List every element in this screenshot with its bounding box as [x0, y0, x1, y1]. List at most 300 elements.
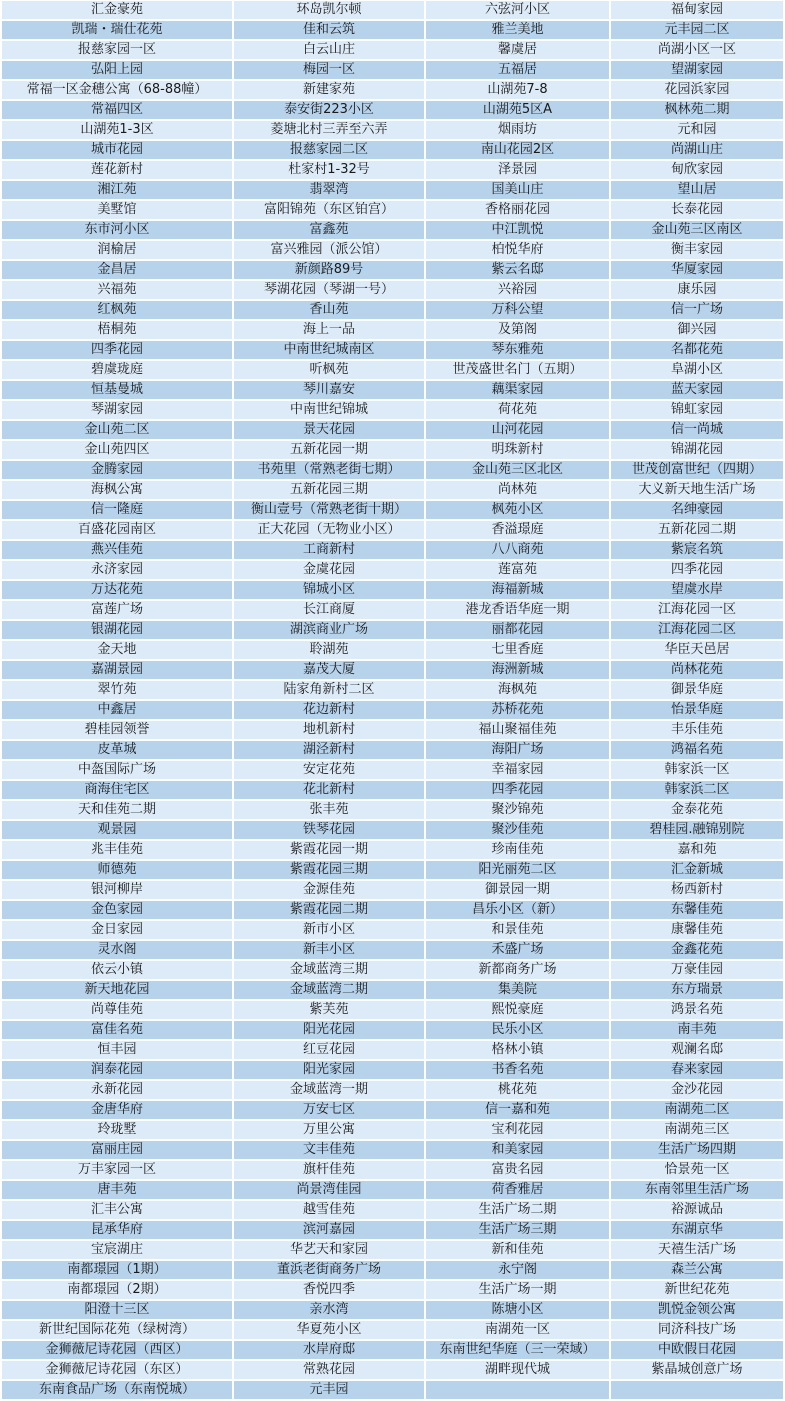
table-cell: 文丰佳苑 — [234, 1141, 424, 1159]
table-cell: 新天地花园 — [2, 981, 232, 999]
table-cell: 御景园一期 — [426, 881, 609, 899]
table-cell: 金腾家园 — [2, 461, 232, 479]
table-row — [2, 1241, 783, 1259]
table-cell: 南湖苑二区 — [611, 1101, 783, 1119]
table-cell: 万丰家园一区 — [2, 1161, 232, 1179]
table-row — [2, 381, 783, 399]
table-cell: 东南邻里生活广场 — [611, 1181, 783, 1199]
table-cell: 望虞水岸 — [611, 581, 783, 599]
table-cell: 同济科技广场 — [611, 1321, 783, 1339]
table-cell: 雅兰美地 — [426, 21, 609, 39]
table-cell: 富贵名园 — [426, 1161, 609, 1179]
table-cell: 万科公望 — [426, 301, 609, 319]
table-cell: 世茂盛世名门（五期） — [426, 361, 609, 379]
table-cell: 东馨佳苑 — [611, 901, 783, 919]
table-cell — [426, 1381, 609, 1399]
table-cell: 花边新村 — [234, 701, 424, 719]
table-row — [2, 201, 783, 219]
table-cell: 名绅豪园 — [611, 501, 783, 519]
table-cell: 名都花苑 — [611, 341, 783, 359]
table-cell: 森兰公寓 — [611, 1261, 783, 1279]
table-cell: 张丰苑 — [234, 801, 424, 819]
table-cell: 金山苑二区 — [2, 421, 232, 439]
table-cell: 香山苑 — [234, 301, 424, 319]
table-row — [2, 401, 783, 419]
table-cell: 昌乐小区（新） — [426, 901, 609, 919]
table-cell: 银河柳岸 — [2, 881, 232, 899]
table-cell: 望湖家园 — [611, 61, 783, 79]
table-cell: 灵水阁 — [2, 941, 232, 959]
table-cell: 紫霞花园二期 — [234, 901, 424, 919]
table-cell: 书香名苑 — [426, 1061, 609, 1079]
table-row — [2, 741, 783, 759]
table-cell: 江海花园一区 — [611, 601, 783, 619]
table-cell: 地机新村 — [234, 721, 424, 739]
table-row — [2, 761, 783, 779]
table-cell: 金沙花园 — [611, 1081, 783, 1099]
table-row — [2, 941, 783, 959]
table-cell: 富佳名苑 — [2, 1021, 232, 1039]
table-row — [2, 81, 783, 99]
table-cell: 华臣天邑居 — [611, 641, 783, 659]
table-cell: 红枫苑 — [2, 301, 232, 319]
table-cell: 康馨佳苑 — [611, 921, 783, 939]
table-cell: 琴湖花园（琴湖一号） — [234, 281, 424, 299]
table-row — [2, 601, 783, 619]
table-row — [2, 1081, 783, 1099]
table-cell: 东方瑞景 — [611, 981, 783, 999]
table-cell: 报慈家园二区 — [234, 141, 424, 159]
table-cell: 唐丰苑 — [2, 1181, 232, 1199]
table-cell: 新和佳苑 — [426, 1241, 609, 1259]
table-cell: 东市河小区 — [2, 221, 232, 239]
table-cell: 集美院 — [426, 981, 609, 999]
table-cell: 兆丰佳苑 — [2, 841, 232, 859]
table-cell: 金鑫花苑 — [611, 941, 783, 959]
table-cell: 湘江苑 — [2, 181, 232, 199]
table-cell: 富阳锦苑（东区铂宫） — [234, 201, 424, 219]
table-cell: 七里香庭 — [426, 641, 609, 659]
table-row — [2, 1341, 783, 1359]
table-cell: 天和佳苑二期 — [2, 801, 232, 819]
table-cell: 山湖苑5区A — [426, 101, 609, 119]
table-row — [2, 1281, 783, 1299]
table-cell: 听枫苑 — [234, 361, 424, 379]
table-cell: 东南世纪华庭（三一荣域） — [426, 1341, 609, 1359]
table-cell: 世茂创富世纪（四期） — [611, 461, 783, 479]
table-cell: 山河花园 — [426, 421, 609, 439]
table-cell: 福甸家园 — [611, 1, 783, 19]
table-cell: 恰景苑一区 — [611, 1161, 783, 1179]
table-cell: 师德苑 — [2, 861, 232, 879]
table-row — [2, 781, 783, 799]
table-cell: 环岛凯尔顿 — [234, 1, 424, 19]
table-cell: 城市花园 — [2, 141, 232, 159]
table-cell: 中江凯悦 — [426, 221, 609, 239]
table-cell: 常福四区 — [2, 101, 232, 119]
table-cell: 白云山庄 — [234, 41, 424, 59]
table-cell: 禾盛广场 — [426, 941, 609, 959]
table-cell: 明珠新村 — [426, 441, 609, 459]
table-cell: 四季花园 — [2, 341, 232, 359]
table-cell: 新建家苑 — [234, 81, 424, 99]
table-cell: 中盔国际广场 — [2, 761, 232, 779]
table-cell: 生活广场三期 — [426, 1221, 609, 1239]
table-cell: 陆家角新村二区 — [234, 681, 424, 699]
table-row — [2, 981, 783, 999]
table-cell: 金山苑三区北区 — [426, 461, 609, 479]
table-cell: 尚湖小区一区 — [611, 41, 783, 59]
table-cell: 金域蓝湾一期 — [234, 1081, 424, 1099]
table-cell: 翡翠湾 — [234, 181, 424, 199]
table-cell: 金山苑三区南区 — [611, 221, 783, 239]
table-cell: 铁琴花园 — [234, 821, 424, 839]
table-row — [2, 1021, 783, 1039]
table-cell: 香悦四季 — [234, 1281, 424, 1299]
table-cell: 银湖花园 — [2, 621, 232, 639]
table-cell: 信一嘉和苑 — [426, 1101, 609, 1119]
table-row — [2, 1221, 783, 1239]
table-row — [2, 321, 783, 339]
table-cell: 书苑里（常熟老街七期） — [234, 461, 424, 479]
table-cell: 紫芙苑 — [234, 1001, 424, 1019]
table-cell: 鸿景名苑 — [611, 1001, 783, 1019]
table-cell: 锦湖花园 — [611, 441, 783, 459]
table-cell: 长泰花园 — [611, 201, 783, 219]
table-cell: 工商新村 — [234, 541, 424, 559]
table-cell: 紫宸名筑 — [611, 541, 783, 559]
table-cell: 华艺天和家园 — [234, 1241, 424, 1259]
table-cell: 和美家园 — [426, 1141, 609, 1159]
table-cell: 鸿福名苑 — [611, 741, 783, 759]
table-cell: 泽景园 — [426, 161, 609, 179]
table-cell: 衡丰家园 — [611, 241, 783, 259]
table-cell — [611, 1381, 783, 1399]
table-cell: 大义新天地生活广场 — [611, 481, 783, 499]
table-cell: 民乐小区 — [426, 1021, 609, 1039]
table-cell: 五新花园三期 — [234, 481, 424, 499]
table-cell: 福山聚福佳苑 — [426, 721, 609, 739]
table-cell: 锦城小区 — [234, 581, 424, 599]
table-row — [2, 261, 783, 279]
table-cell: 聚沙佳苑 — [426, 821, 609, 839]
table-row — [2, 1201, 783, 1219]
table-cell: 丽都花园 — [426, 621, 609, 639]
table-row — [2, 1161, 783, 1179]
table-cell: 荷香雅居 — [426, 1181, 609, 1199]
table-cell: 金日家园 — [2, 921, 232, 939]
table-cell: 金色家园 — [2, 901, 232, 919]
table-row — [2, 1141, 783, 1159]
table-cell: 国美山庄 — [426, 181, 609, 199]
table-cell: 桃花苑 — [426, 1081, 609, 1099]
table-cell: 万里公寓 — [234, 1121, 424, 1139]
table-cell: 琴湖家园 — [2, 401, 232, 419]
table-cell: 聆湖苑 — [234, 641, 424, 659]
table-row — [2, 161, 783, 179]
table-row — [2, 361, 783, 379]
table-cell: 杜家村1-32号 — [234, 161, 424, 179]
table-cell: 滨河嘉园 — [234, 1221, 424, 1239]
table-cell: 信一隆庭 — [2, 501, 232, 519]
table-cell: 五福居 — [426, 61, 609, 79]
table-cell: 枫林苑二期 — [611, 101, 783, 119]
table-cell: 宝利花园 — [426, 1121, 609, 1139]
table-cell: 金狮薇尼诗花园（西区） — [2, 1341, 232, 1359]
table-cell: 安定花苑 — [234, 761, 424, 779]
table-cell: 南都璟园（2期） — [2, 1281, 232, 1299]
table-cell: 港龙香语华庭一期 — [426, 601, 609, 619]
table-row — [2, 421, 783, 439]
table-cell: 梅园一区 — [234, 61, 424, 79]
table-cell: 阳光花园 — [234, 1021, 424, 1039]
table-row — [2, 121, 783, 139]
table-cell: 香溢璟庭 — [426, 521, 609, 539]
table-row — [2, 221, 783, 239]
table-cell: 裕源诚品 — [611, 1201, 783, 1219]
table-cell: 皮革城 — [2, 741, 232, 759]
table-row — [2, 861, 783, 879]
table-cell: 润泰花园 — [2, 1061, 232, 1079]
table-cell: 中欧假日花园 — [611, 1341, 783, 1359]
table-row — [2, 1061, 783, 1079]
table-row — [2, 61, 783, 79]
table-row — [2, 1041, 783, 1059]
table-cell: 常福一区金穗公寓（68-88幢） — [2, 81, 232, 99]
table-cell: 汇丰公寓 — [2, 1201, 232, 1219]
table-cell: 富兴雅园（派公馆） — [234, 241, 424, 259]
table-cell: 莲富苑 — [426, 561, 609, 579]
table-row — [2, 541, 783, 559]
table-cell: 昆承华府 — [2, 1221, 232, 1239]
table-cell: 金源佳苑 — [234, 881, 424, 899]
table-cell: 金域蓝湾三期 — [234, 961, 424, 979]
table-row — [2, 1381, 783, 1399]
table-cell: 恒丰园 — [2, 1041, 232, 1059]
table-cell: 琴东雅苑 — [426, 341, 609, 359]
table-cell: 丰乐佳苑 — [611, 721, 783, 739]
table-row — [2, 681, 783, 699]
table-cell: 中鑫居 — [2, 701, 232, 719]
table-row — [2, 901, 783, 919]
table-cell: 海阳广场 — [426, 741, 609, 759]
table-cell: 润榆居 — [2, 241, 232, 259]
table-row — [2, 721, 783, 739]
table-cell: 富鑫苑 — [234, 221, 424, 239]
table-cell: 海上一品 — [234, 321, 424, 339]
table-cell: 碧桂园.融锦别院 — [611, 821, 783, 839]
table-row — [2, 101, 783, 119]
table-row — [2, 41, 783, 59]
table-row — [2, 481, 783, 499]
table-cell: 亲水湾 — [234, 1301, 424, 1319]
table-row — [2, 1301, 783, 1319]
table-cell: 泰安街223小区 — [234, 101, 424, 119]
table-cell: 正大花园（无物业小区） — [234, 521, 424, 539]
table-cell: 金唐华府 — [2, 1101, 232, 1119]
table-cell: 南山花园2区 — [426, 141, 609, 159]
table-cell: 馨虞居 — [426, 41, 609, 59]
table-row — [2, 281, 783, 299]
table-row — [2, 301, 783, 319]
table-cell: 花北新村 — [234, 781, 424, 799]
table-cell: 弘阳上园 — [2, 61, 232, 79]
table-row — [2, 461, 783, 479]
table-cell: 怡景华庭 — [611, 701, 783, 719]
table-cell: 常熟花园 — [234, 1361, 424, 1379]
table-cell: 金山苑四区 — [2, 441, 232, 459]
table-cell: 紫云名邸 — [426, 261, 609, 279]
table-cell: 新世纪花苑 — [611, 1281, 783, 1299]
table-row — [2, 841, 783, 859]
table-cell: 元丰园二区 — [611, 21, 783, 39]
table-cell: 八八商苑 — [426, 541, 609, 559]
table-cell: 六弦河小区 — [426, 1, 609, 19]
table-cell: 元丰园 — [234, 1381, 424, 1399]
table-cell: 紫霞花园一期 — [234, 841, 424, 859]
table-cell: 阜湖小区 — [611, 361, 783, 379]
table-cell: 嘉和苑 — [611, 841, 783, 859]
table-cell: 苏桥花苑 — [426, 701, 609, 719]
table-cell: 及第阁 — [426, 321, 609, 339]
table-cell: 山湖苑7-8 — [426, 81, 609, 99]
table-body — [2, 1, 783, 1399]
table-row — [2, 701, 783, 719]
table-cell: 五新花园一期 — [234, 441, 424, 459]
table-cell: 甸欣家园 — [611, 161, 783, 179]
table-cell: 菱塘北村三弄至六弄 — [234, 121, 424, 139]
table-cell: 越雪佳苑 — [234, 1201, 424, 1219]
table-cell: 珍南佳苑 — [426, 841, 609, 859]
table-cell: 景天花园 — [234, 421, 424, 439]
table-cell: 中南世纪锦城 — [234, 401, 424, 419]
table-cell: 南都璟园（1期） — [2, 1261, 232, 1279]
table-row — [2, 921, 783, 939]
table-row — [2, 1101, 783, 1119]
table-cell: 琴川嘉安 — [234, 381, 424, 399]
table-cell: 东湖京华 — [611, 1221, 783, 1239]
table-row — [2, 21, 783, 39]
table-cell: 兴福苑 — [2, 281, 232, 299]
table-cell: 湖泾新村 — [234, 741, 424, 759]
table-cell: 华厦家园 — [611, 261, 783, 279]
table-cell: 康乐园 — [611, 281, 783, 299]
table-cell: 蓝天家园 — [611, 381, 783, 399]
table-cell: 金天地 — [2, 641, 232, 659]
table-cell: 烟雨坊 — [426, 121, 609, 139]
table-cell: 南丰苑 — [611, 1021, 783, 1039]
table-cell: 荷花苑 — [426, 401, 609, 419]
table-cell: 美墅馆 — [2, 201, 232, 219]
table-row — [2, 1361, 783, 1379]
table-cell: 新颜路89号 — [234, 261, 424, 279]
table-cell: 南湖苑三区 — [611, 1121, 783, 1139]
table-cell: 春来家园 — [611, 1061, 783, 1079]
table-row — [2, 641, 783, 659]
table-cell: 熙悦豪庭 — [426, 1001, 609, 1019]
table-cell: 生活广场四期 — [611, 1141, 783, 1159]
table-row — [2, 501, 783, 519]
table-cell: 海福新城 — [426, 581, 609, 599]
table-cell: 新都商务广场 — [426, 961, 609, 979]
table-cell: 御景华庭 — [611, 681, 783, 699]
table-cell: 永新花园 — [2, 1081, 232, 1099]
table-cell: 韩家浜二区 — [611, 781, 783, 799]
table-cell: 佳和云筑 — [234, 21, 424, 39]
table-row — [2, 181, 783, 199]
table-cell: 尚林苑 — [426, 481, 609, 499]
table-row — [2, 1181, 783, 1199]
table-cell: 格林小镇 — [426, 1041, 609, 1059]
table-row — [2, 341, 783, 359]
table-cell: 和景佳苑 — [426, 921, 609, 939]
table-row — [2, 821, 783, 839]
table-cell: 董浜老街商务广场 — [234, 1261, 424, 1279]
table-cell: 梧桐苑 — [2, 321, 232, 339]
table-cell: 万安七区 — [234, 1101, 424, 1119]
table-cell: 红豆花园 — [234, 1041, 424, 1059]
table-row — [2, 1121, 783, 1139]
table-row — [2, 881, 783, 899]
table-cell: 莲花新村 — [2, 161, 232, 179]
table-cell: 永宁阁 — [426, 1261, 609, 1279]
table-cell: 尚林花苑 — [611, 661, 783, 679]
table-cell: 富丽庄园 — [2, 1141, 232, 1159]
table-cell: 山湖苑1-3区 — [2, 121, 232, 139]
table-cell: 阳光家园 — [234, 1061, 424, 1079]
table-row — [2, 561, 783, 579]
table-cell: 南湖苑一区 — [426, 1321, 609, 1339]
table-cell: 万达花苑 — [2, 581, 232, 599]
table-cell: 汇金豪苑 — [2, 1, 232, 19]
table-cell: 凯悦金领公寓 — [611, 1301, 783, 1319]
table-row — [2, 141, 783, 159]
table-cell: 藕渠家园 — [426, 381, 609, 399]
table-cell: 恒基曼城 — [2, 381, 232, 399]
table-cell: 尚景湾佳园 — [234, 1181, 424, 1199]
table-cell: 信一尚城 — [611, 421, 783, 439]
table-cell: 长江商厦 — [234, 601, 424, 619]
table-cell: 四季花园 — [426, 781, 609, 799]
table-cell: 幸福家园 — [426, 761, 609, 779]
table-cell: 翠竹苑 — [2, 681, 232, 699]
table-cell: 金昌居 — [2, 261, 232, 279]
table-cell: 杨西新村 — [611, 881, 783, 899]
table-cell: 陈塘小区 — [426, 1301, 609, 1319]
table-cell: 金泰花苑 — [611, 801, 783, 819]
table-cell: 御兴园 — [611, 321, 783, 339]
table-cell: 信一广场 — [611, 301, 783, 319]
table-cell: 水岸府邸 — [234, 1341, 424, 1359]
table-cell: 天禧生活广场 — [611, 1241, 783, 1259]
table-cell: 海洲新城 — [426, 661, 609, 679]
table-row — [2, 1261, 783, 1279]
table-cell: 阳光丽苑二区 — [426, 861, 609, 879]
table-cell: 华夏苑小区 — [234, 1321, 424, 1339]
table-cell: 新丰小区 — [234, 941, 424, 959]
table-cell: 汇金新城 — [611, 861, 783, 879]
table-cell: 碧虞珑庭 — [2, 361, 232, 379]
table-cell: 玲珑墅 — [2, 1121, 232, 1139]
table-cell: 嘉茂大厦 — [234, 661, 424, 679]
table-cell: 燕兴佳苑 — [2, 541, 232, 559]
table-row — [2, 241, 783, 259]
table-cell: 香格丽花园 — [426, 201, 609, 219]
table-cell: 金虞花园 — [234, 561, 424, 579]
table-cell: 观景园 — [2, 821, 232, 839]
table-cell: 花园浜家园 — [611, 81, 783, 99]
table-cell: 中南世纪城南区 — [234, 341, 424, 359]
